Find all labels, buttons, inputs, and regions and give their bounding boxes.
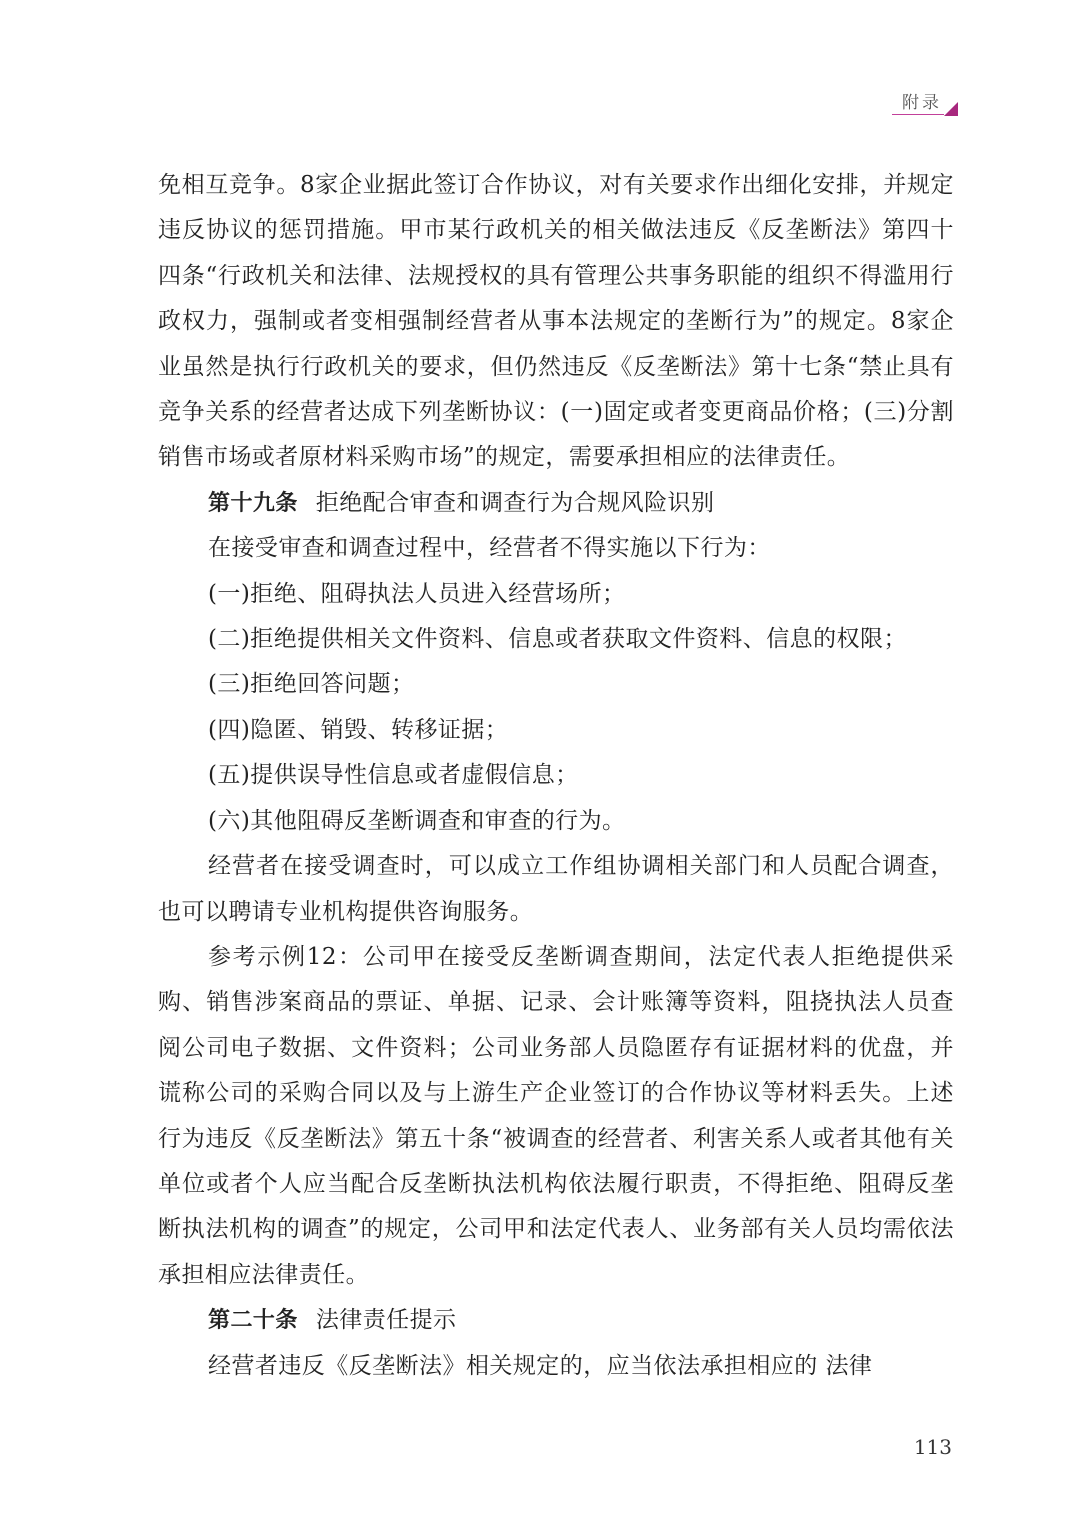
- list-item-5: (五)提供误导性信息或者虚假信息；: [208, 762, 579, 789]
- list-item-3: (三)拒绝回答问题；: [208, 671, 415, 698]
- list-item-4: (四)隐匿、销毁、转移证据；: [208, 716, 509, 743]
- article-20-number: 第二十条: [208, 1308, 298, 1334]
- article-19-title: 拒绝配合审查和调查行为合规风险识别: [315, 489, 715, 516]
- paragraph-intro: 在接受审查和调查过程中，经营者不得实施以下行为：: [208, 535, 771, 562]
- triangle-corner-icon: [944, 102, 958, 116]
- running-header: [878, 86, 958, 126]
- page-body: [158, 163, 954, 1389]
- list-item-2: (二)拒绝提供相关文件资料、信息或者获取文件资料、信息的权限；: [208, 626, 907, 653]
- paragraph-legal-liability: 经营者违反《反垄断法》相关规定的，应当依法承担相应的 法律: [208, 1352, 873, 1379]
- header-rule: [892, 114, 944, 115]
- article-20-heading: [158, 1298, 954, 1343]
- list-item-1: (一)拒绝、阻碍执法人员进入经营场所；: [208, 580, 626, 607]
- paragraph-continuation: 免相互竞争。8家企业据此签订合作协议，对有关要求作出细化安排，并规定违反协议的惩罚措施。甲市某行政机关的相关做法违反《反垄断法》第四十四条“行政机关和法律、法规授权的具有管理公共事务职能的组织不得滥用行政权力，强制或者变相强制经营者从事本法规定的垄断行为”的规定。8家企业虽然是执行行政机关的要求，但仍然违反《反垄断法》第十七条“禁止具有竞争关系的经营者达成下列垄断协议：(一)固定或者变更商品价格；(三)分割销售市场或者原材料采购市场”的规定，需要承担相应的法律责任。: [158, 172, 954, 471]
- list-item-6: (六)其他阻碍反垄断调查和审查的行为。: [208, 807, 626, 834]
- article-19-number: 第十九条: [208, 490, 298, 516]
- section-label: 附录: [902, 93, 942, 113]
- page-number: 113: [913, 1435, 952, 1459]
- article-20-title: 法律责任提示: [315, 1307, 457, 1334]
- article-19-heading: [158, 481, 954, 526]
- paragraph-example-12: 参考示例12：公司甲在接受反垄断调查期间，法定代表人拒绝提供采购、销售涉案商品的票证、单据、记录、会计账簿等资料，阻挠执法人员查阅公司电子数据、文件资料；公司业务部人员隐匿存有证据材料的优盘，并谎称公司的采购合同以及与上游生产企业签订的合作协议等材料丢失。上述行为违反《反垄断法》第五十条“被调查的经营者、利害关系人或者其他有关单位或者个人应当配合反垄断执法机构依法履行职责，不得拒绝、阻碍反垄断执法机构的调查”的规定，公司甲和法定代表人、业务部有关人员均需依法承担相应法律责任。: [158, 943, 954, 1288]
- paragraph-working-group: 经营者在接受调查时，可以成立工作组协调相关部门和人员配合调查，也可以聘请专业机构提供咨询服务。: [158, 853, 954, 925]
